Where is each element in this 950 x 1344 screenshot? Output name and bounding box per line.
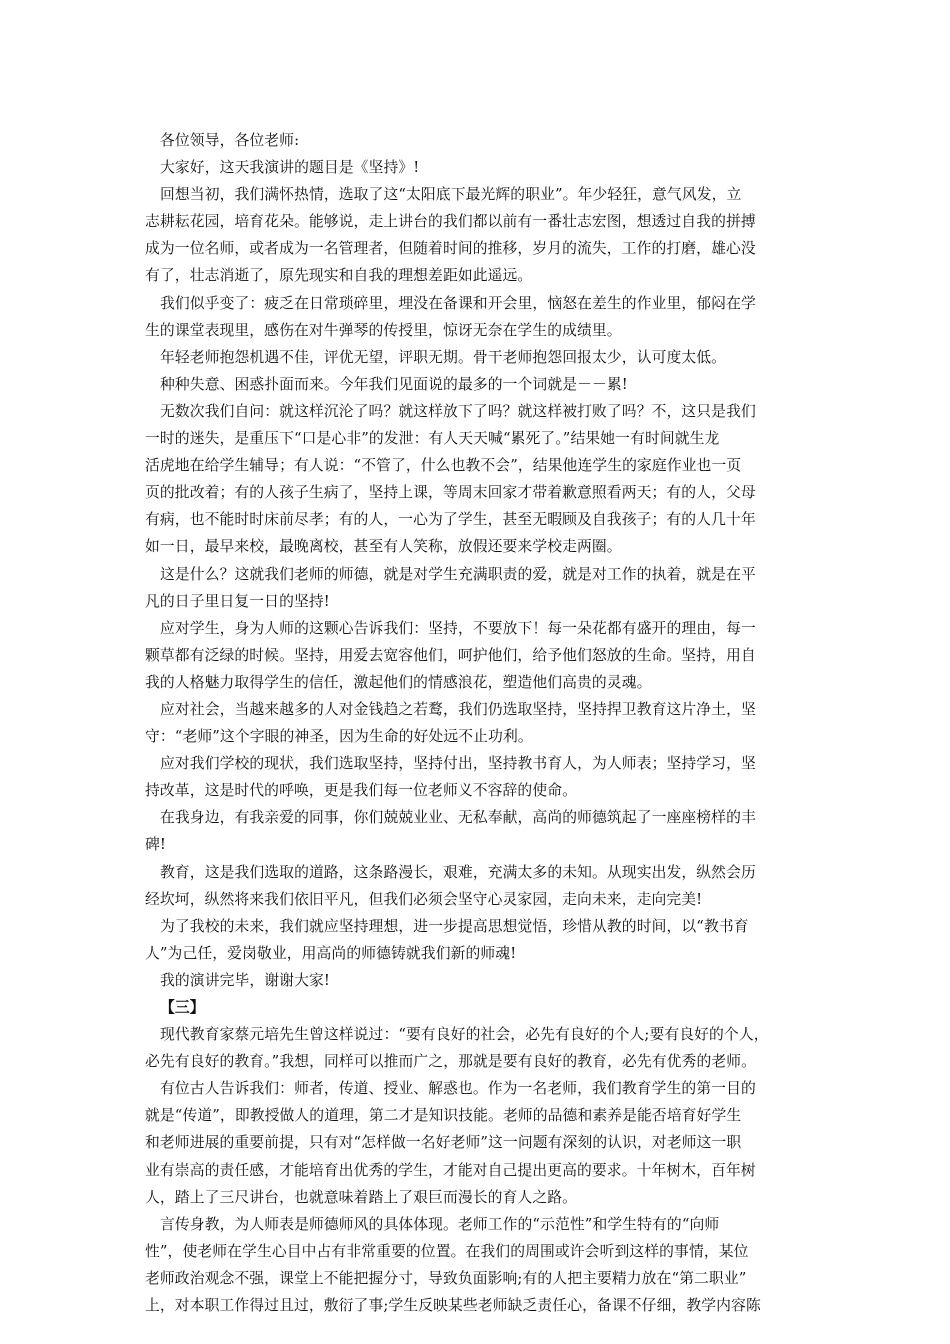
text-line: 言传身教，为人师表是师德师风的具体体现。老师工作的“示范性”和学生特有的“向师 bbox=[160, 1215, 720, 1233]
text-line: 碑! bbox=[145, 836, 166, 854]
text-line: 我的演讲完毕，谢谢大家! bbox=[160, 971, 330, 989]
text-line: 活虎地在给学生辅导；有人说：“不管了，什么也教不会”，结果他连学生的家庭作业也一页 bbox=[145, 457, 742, 475]
text-line: 种种失意、困惑扑面而来。今年我们见面说的最多的一个词就是－－累! bbox=[160, 375, 628, 393]
text-line: 年轻老师抱怨机遇不佳，评优无望，评职无期。骨干老师抱怨回报太少，认可度太低。 bbox=[160, 348, 727, 366]
text-line: 现代教育家蔡元培先生曾这样说过：“要有良好的社会，必先有良好的个人;要有良好的个人， bbox=[160, 1026, 769, 1044]
text-line: 如一日，最早来校，最晚离校，甚至有人笑称，放假还要来学校走两圈。 bbox=[145, 538, 622, 556]
document-body bbox=[145, 127, 817, 1319]
text-line: 必先有良好的教育。”我想，同样可以推而广之，那就是要有良好的教育，必先有优秀的老师。 bbox=[145, 1053, 757, 1071]
text-line: 我们似乎变了：疲乏在日常琐碎里，埋没在备课和开会里，恼怒在差生的作业里，郁闷在学 bbox=[160, 294, 756, 312]
text-line: 守：“老师”这个字眼的神圣，因为生命的好处远不止功利。 bbox=[145, 728, 533, 746]
text-line: 和老师进展的重要前提，只有对“怎样做一名好老师”这一问题有深刻的认识，对老师这一职 bbox=[145, 1134, 742, 1152]
text-line: 应对学生，身为人师的这颗心告诉我们：坚持，不要放下！每一朵花都有盛开的理由，每一 bbox=[160, 619, 756, 637]
text-line: 有位古人告诉我们：师者，传道、授业、解惑也。作为一名老师，我们教育学生的第一目的 bbox=[160, 1080, 756, 1098]
text-line: 一时的迷失，是重压下“口是心非”的发泄：有人天天喊“累死了。”结果她一有时间就生龙 bbox=[145, 430, 720, 448]
text-line: 志耕耘花园，培育花朵。能够说，走上讲台的我们都以前有一番壮志宏图，想透过自我的拼搏 bbox=[145, 213, 756, 231]
text-line: 应对我们学校的现状，我们选取坚持，坚持付出，坚持教书育人，为人师表；坚持学习，坚 bbox=[160, 755, 756, 773]
text-line: 我的人格魅力取得学生的信任，激起他们的情感浪花，塑造他们高贵的灵魂。 bbox=[145, 673, 652, 691]
text-line: 大家好，这天我演讲的题目是《坚持》! bbox=[160, 159, 420, 177]
text-line: 教育，这是我们选取的道路，这条路漫长，艰难，充满太多的未知。从现实出发，纵然会历 bbox=[160, 863, 756, 881]
text-line: 回想当初，我们满怀热情，选取了这“太阳底下最光辉的职业”。年少轻狂，意气风发，立 bbox=[160, 186, 742, 204]
text-line: 老师政治观念不强，课堂上不能把握分寸，导致负面影响;有的人把主要精力放在“第二职业” bbox=[145, 1269, 747, 1287]
text-line: 凡的日子里日复一日的坚持! bbox=[145, 592, 330, 610]
text-line: 有病，也不能时时床前尽孝；有的人，一心为了学生，甚至无暇顾及自我孩子；有的人几十年 bbox=[145, 511, 756, 529]
text-line: 有了，壮志消逝了，原先现实和自我的理想差距如此遥远。 bbox=[145, 267, 533, 285]
text-line: 人”为己任，爱岗敬业，用高尚的师德铸就我们新的师魂! bbox=[145, 944, 517, 962]
text-line: 生的课堂表现里，感伤在对牛弹琴的传授里，惊讶无奈在学生的成绩里。 bbox=[145, 321, 622, 339]
text-line: 这是什么？这就我们老师的师德，就是对学生充满职责的爱，就是对工作的执着，就是在平 bbox=[160, 565, 756, 583]
text-line: 成为一位名师，或者成为一名管理者，但随着时间的推移，岁月的流失，工作的打磨，雄心没 bbox=[145, 240, 756, 258]
text-line: 无数次我们自问：就这样沉沦了吗？就这样放下了吗？就这样被打败了吗？不，这只是我们 bbox=[160, 402, 756, 420]
text-line: 颗草都有泛绿的时候。坚持，用爱去宽容他们，呵护他们，给予他们怒放的生命。坚持，用自 bbox=[145, 646, 756, 664]
text-line: 各位领导，各位老师: bbox=[160, 132, 300, 149]
text-line: 经坎坷，纵然将来我们依旧平凡，但我们必须会坚守心灵家园，走向未来，走向完美! bbox=[145, 890, 703, 908]
text-line: 就是“传道”，即教授做人的道理，第二才是知识技能。老师的品德和素养是能否培育好学生 bbox=[145, 1107, 742, 1125]
text-line: 人，踏上了三尺讲台，也就意味着踏上了艰巨而漫长的育人之路。 bbox=[145, 1188, 578, 1206]
text-line: 页的批改着；有的人孩子生病了，坚持上课，等周末回家才带着歉意照看两天；有的人，父母 bbox=[145, 484, 756, 502]
text-line: 应对社会，当越来越多的人对金钱趋之若鹜，我们仍选取坚持，坚持捍卫教育这片净土，坚 bbox=[160, 700, 756, 718]
text-line: 性”，使老师在学生心目中占有非常重要的位置。在我们的周围或许会听到这样的事情，某位 bbox=[145, 1242, 749, 1260]
text-line: 在我身边，有我亲爱的同事，你们兢兢业业、无私奉献，高尚的师德筑起了一座座榜样的丰 bbox=[160, 809, 756, 827]
text-line: 持改革，这是时代的呼唤，更是我们每一位老师义不容辞的使命。 bbox=[145, 782, 578, 800]
text-line: 为了我校的未来，我们就应坚持理想，进一步提高思想觉悟，珍惜从教的时间，以“教书育 bbox=[160, 917, 749, 935]
text-line: 上，对本职工作得过且过，敷衍了事;学生反映某些老师缺乏责任心，备课不仔细，教学内容陈 bbox=[145, 1297, 761, 1315]
section-heading: 【三】 bbox=[160, 999, 205, 1016]
text-line: 业有崇高的责任感，才能培育出优秀的学生，才能对自己提出更高的要求。十年树木，百年树 bbox=[145, 1161, 756, 1179]
